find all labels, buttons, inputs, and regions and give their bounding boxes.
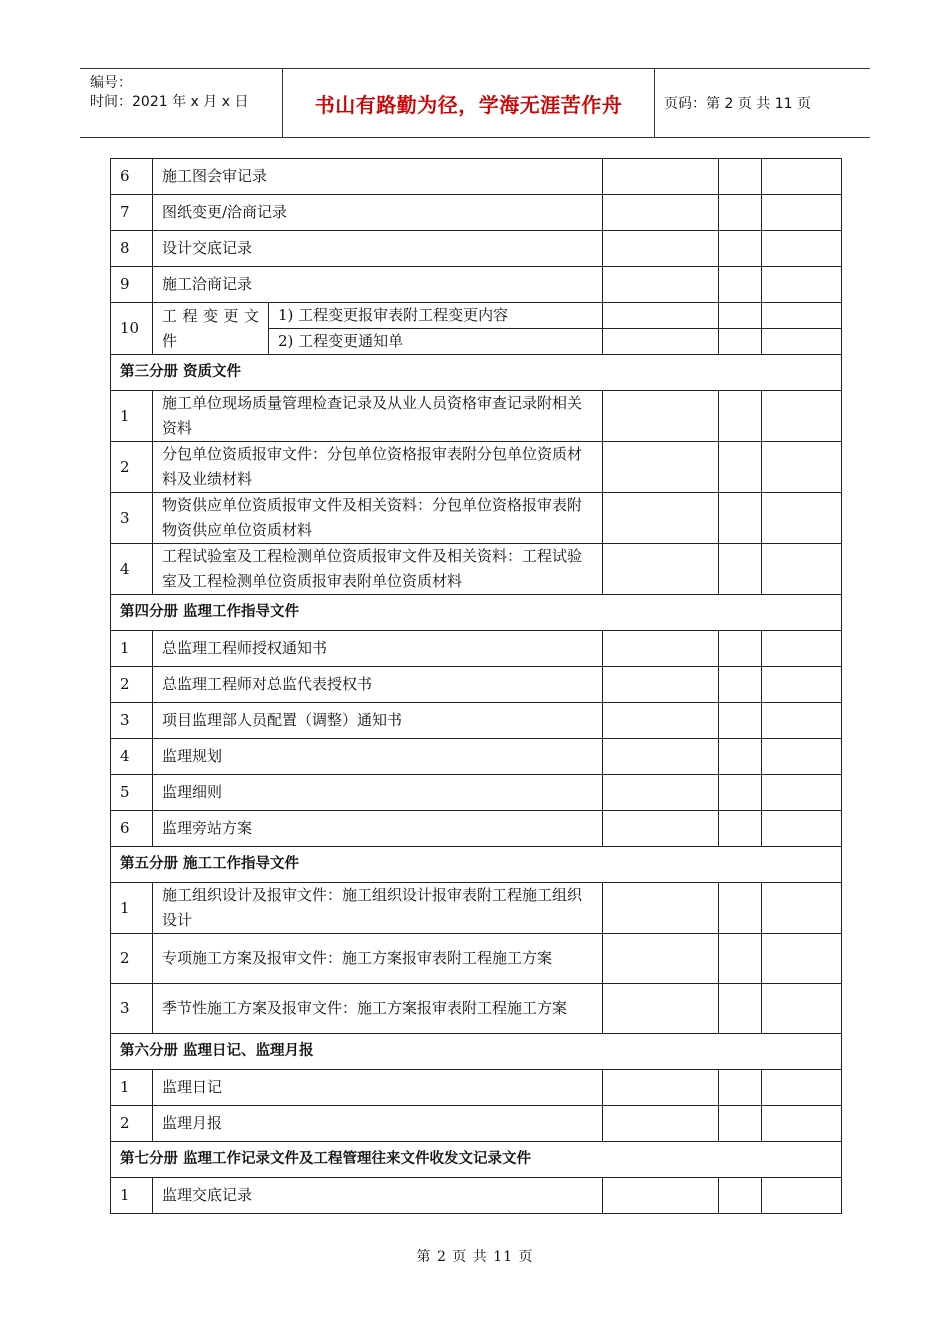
empty-cell [762, 195, 842, 231]
empty-cell [603, 303, 719, 329]
table-row [111, 984, 842, 1034]
empty-cell [719, 1178, 762, 1214]
page-header [80, 68, 870, 138]
empty-cell [762, 159, 842, 195]
row-title: 分包单位资质报审文件：分包单位资格报审表附分包单位资质材料及业绩材料 [153, 442, 603, 493]
page-footer: 第 2 页 共 11 页 [416, 1249, 534, 1265]
empty-cell [762, 329, 842, 355]
empty-cell [603, 391, 719, 442]
row-number: 1 [111, 1178, 153, 1214]
table-row [111, 667, 842, 703]
table-row [111, 303, 842, 329]
empty-cell [719, 934, 762, 984]
row-number: 1 [111, 631, 153, 667]
empty-cell [603, 267, 719, 303]
row-title: 施工图会审记录 [153, 159, 603, 195]
empty-cell [719, 544, 762, 595]
empty-cell [719, 883, 762, 934]
empty-cell [719, 775, 762, 811]
row-number: 7 [111, 195, 153, 231]
empty-cell [603, 231, 719, 267]
row-number: 9 [111, 267, 153, 303]
empty-cell [762, 984, 842, 1034]
empty-cell [762, 493, 842, 544]
empty-cell [603, 667, 719, 703]
header-motto-cell [283, 69, 655, 137]
row-title: 工程试验室及工程检测单位资质报审文件及相关资料：工程试验室及工程检测单位资质报审表附单位资质材料 [153, 544, 603, 595]
section-heading: 第五分册 施工工作指导文件 [111, 847, 842, 883]
row-title: 监理细则 [153, 775, 603, 811]
empty-cell [603, 984, 719, 1034]
section-row [111, 847, 842, 883]
empty-cell [603, 493, 719, 544]
empty-cell [719, 303, 762, 329]
table-row [111, 195, 842, 231]
row-title: 设计交底记录 [153, 231, 603, 267]
row-number: 3 [111, 984, 153, 1034]
row-title: 监理日记 [153, 1070, 603, 1106]
table-row [111, 391, 842, 442]
empty-cell [719, 493, 762, 544]
empty-cell [762, 442, 842, 493]
table-row [111, 493, 842, 544]
row-number: 2 [111, 667, 153, 703]
empty-cell [719, 267, 762, 303]
row-title: 专项施工方案及报审文件：施工方案报审表附工程施工方案 [153, 934, 603, 984]
empty-cell [603, 1070, 719, 1106]
empty-cell [719, 1070, 762, 1106]
row-number: 1 [111, 1070, 153, 1106]
empty-cell [762, 391, 842, 442]
empty-cell [719, 442, 762, 493]
empty-cell [762, 544, 842, 595]
row-number: 5 [111, 775, 153, 811]
table-row [111, 703, 842, 739]
table-row [111, 934, 842, 984]
table-row [111, 1106, 842, 1142]
row-title: 总监理工程师授权通知书 [153, 631, 603, 667]
row-number: 2 [111, 934, 153, 984]
table-row [111, 775, 842, 811]
empty-cell [719, 329, 762, 355]
row-title: 物资供应单位资质报审文件及相关资料：分包单位资格报审表附物资供应单位资质材料 [153, 493, 603, 544]
section-heading: 第四分册 监理工作指导文件 [111, 595, 842, 631]
empty-cell [719, 391, 762, 442]
motto: 书山有路勤为径，学海无涯苦作舟 [314, 92, 623, 117]
row-title: 施工组织设计及报审文件：施工组织设计报审表附工程施工组织设计 [153, 883, 603, 934]
time-label: 时间：2021 年 x 月 x 日 [90, 94, 249, 110]
empty-cell [603, 1106, 719, 1142]
empty-cell [719, 984, 762, 1034]
empty-cell [603, 811, 719, 847]
empty-cell [762, 739, 842, 775]
table-row [111, 267, 842, 303]
section-row [111, 1034, 842, 1070]
empty-cell [762, 667, 842, 703]
document-list-table [110, 158, 842, 1214]
empty-cell [603, 883, 719, 934]
empty-cell [603, 1178, 719, 1214]
empty-cell [603, 159, 719, 195]
table-row [111, 811, 842, 847]
empty-cell [719, 703, 762, 739]
row-number: 2 [111, 442, 153, 493]
empty-cell [603, 442, 719, 493]
empty-cell [719, 159, 762, 195]
section-row [111, 595, 842, 631]
row-number: 2 [111, 1106, 153, 1142]
empty-cell [603, 195, 719, 231]
table-row [111, 159, 842, 195]
row-number: 4 [111, 739, 153, 775]
empty-cell [762, 883, 842, 934]
section-heading: 第六分册 监理日记、监理月报 [111, 1034, 842, 1070]
empty-cell [762, 631, 842, 667]
row-number: 3 [111, 493, 153, 544]
row-number: 6 [111, 811, 153, 847]
row-number: 1 [111, 883, 153, 934]
empty-cell [719, 667, 762, 703]
empty-cell [762, 1178, 842, 1214]
header-meta [80, 69, 283, 137]
empty-cell [603, 739, 719, 775]
empty-cell [762, 775, 842, 811]
empty-cell [762, 303, 842, 329]
empty-cell [719, 631, 762, 667]
section-heading: 第三分册 资质文件 [111, 355, 842, 391]
table-row [111, 1070, 842, 1106]
row-title: 监理规划 [153, 739, 603, 775]
empty-cell [603, 329, 719, 355]
page-info: 页码：第 2 页 共 11 页 [664, 96, 811, 112]
empty-cell [603, 703, 719, 739]
empty-cell [719, 1106, 762, 1142]
empty-cell [762, 934, 842, 984]
header-page-cell [655, 69, 870, 137]
empty-cell [603, 775, 719, 811]
row-title: 项目监理部人员配置（调整）通知书 [153, 703, 603, 739]
row-number: 8 [111, 231, 153, 267]
empty-cell [603, 631, 719, 667]
row-number: 10 [111, 303, 153, 355]
row-title: 监理交底记录 [153, 1178, 603, 1214]
empty-cell [603, 544, 719, 595]
table-row [111, 544, 842, 595]
row-title: 监理旁站方案 [153, 811, 603, 847]
table-row [111, 883, 842, 934]
row-title: 季节性施工方案及报审文件：施工方案报审表附工程施工方案 [153, 984, 603, 1034]
row-number: 4 [111, 544, 153, 595]
row-title: 总监理工程师对总监代表授权书 [153, 667, 603, 703]
empty-cell [719, 739, 762, 775]
row-title: 图纸变更/洽商记录 [153, 195, 603, 231]
section-row [111, 355, 842, 391]
row-number: 3 [111, 703, 153, 739]
table-row [111, 442, 842, 493]
table-row [111, 739, 842, 775]
table-row [111, 631, 842, 667]
sub-item: 1) 工程变更报审表附工程变更内容 [269, 303, 603, 329]
row-title: 施工单位现场质量管理检查记录及从业人员资格审查记录附相关资料 [153, 391, 603, 442]
row-title: 监理月报 [153, 1106, 603, 1142]
empty-cell [762, 231, 842, 267]
section-heading: 第七分册 监理工作记录文件及工程管理往来文件收发文记录文件 [111, 1142, 842, 1178]
empty-cell [719, 231, 762, 267]
empty-cell [762, 267, 842, 303]
empty-cell [719, 195, 762, 231]
empty-cell [603, 934, 719, 984]
empty-cell [719, 811, 762, 847]
empty-cell [762, 703, 842, 739]
table-row [111, 1178, 842, 1214]
row-title: 工 程 变 更 文件 [153, 303, 269, 355]
row-number: 6 [111, 159, 153, 195]
row-title: 施工洽商记录 [153, 267, 603, 303]
empty-cell [762, 1070, 842, 1106]
empty-cell [762, 811, 842, 847]
section-row [111, 1142, 842, 1178]
table-row [111, 231, 842, 267]
row-number: 1 [111, 391, 153, 442]
sub-item: 2) 工程变更通知单 [269, 329, 603, 355]
number-label: 编号： [90, 75, 132, 91]
empty-cell [762, 1106, 842, 1142]
